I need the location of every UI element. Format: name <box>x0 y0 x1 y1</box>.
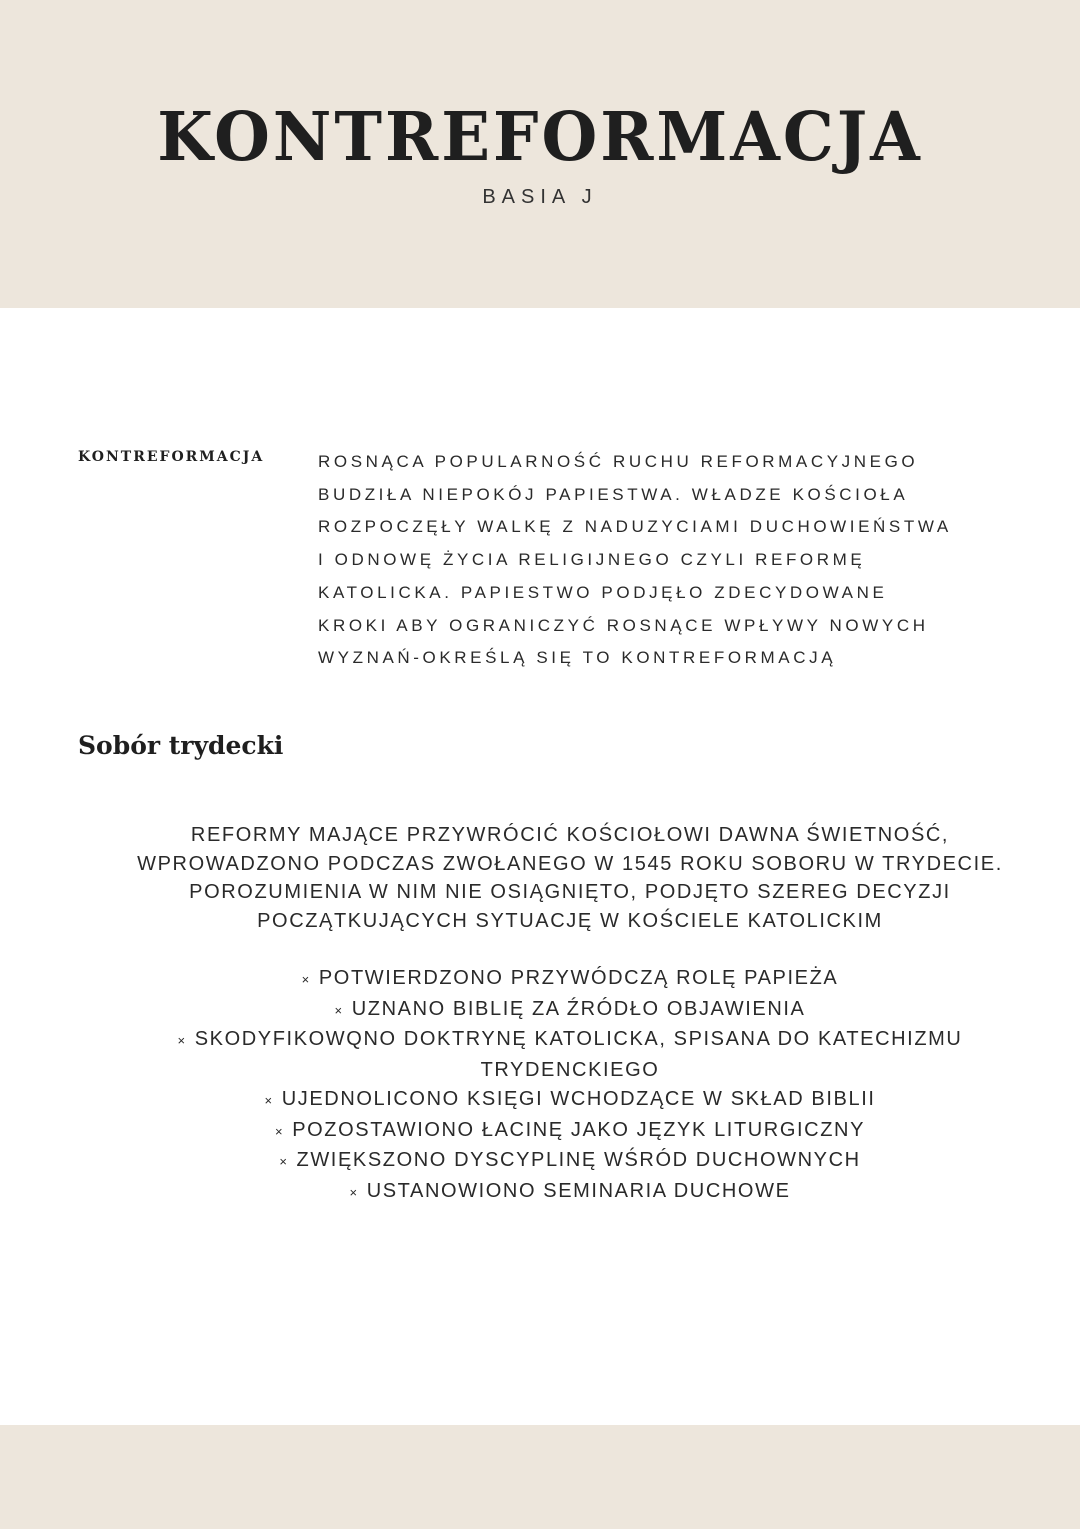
intro-line: WPROWADZONO PODCZAS ZWOŁANEGO W 1545 ROKU SOBORU W TRYDECIE. <box>137 852 1003 875</box>
footer-band <box>0 1425 1080 1529</box>
intro-line: REFORMY MAJĄCE PRZYWRÓCIĆ KOŚCIOŁOWI DAWNA ŚWIETNOŚĆ, <box>190 824 950 846</box>
list-item: × UJEDNOLICONO KSIĘGI WCHODZĄCE W SKŁAD BIBLII <box>264 1087 876 1110</box>
definition-text <box>318 446 952 675</box>
page-title: KONTREFORMACJA <box>157 98 923 177</box>
list-item: × POZOSTAWIONO ŁACINĘ JAKO JĘZYK LITURGICZNY <box>274 1118 866 1141</box>
section-intro <box>0 821 1080 936</box>
bullet-x-icon: × <box>279 1154 289 1170</box>
bullet-x-icon: × <box>349 1184 359 1200</box>
bullet-x-icon: × <box>274 1123 285 1139</box>
list-item: × UZNANO BIBLIĘ ZA ŹRÓDŁO OBJAWIENIA <box>334 997 806 1020</box>
definition-line: KATOLICKA. PAPIESTWO PODJĘŁO ZDECYDOWANE <box>318 582 888 602</box>
list-item: × USTANOWIONO SEMINARIA DUCHOWE <box>349 1179 791 1202</box>
definition-line: BUDZIŁA NIEPOKÓJ PAPIESTWA. WŁADZE KOŚCIOŁA <box>318 484 909 504</box>
section-heading: Sobór trydecki <box>78 731 284 760</box>
bullet-x-icon: × <box>334 1002 344 1018</box>
bullet-x-icon: × <box>301 972 311 987</box>
bullet-x-icon: × <box>264 1092 274 1108</box>
definition-term: KONTREFORMACJA <box>78 449 265 465</box>
list-item-continuation: TRYDENCKIEGO <box>480 1059 660 1082</box>
definition-line: ROSNĄCA POPULARNOŚĆ RUCHU REFORMACYJNEGO <box>318 452 919 471</box>
list-item: × ZWIĘKSZONO DYSCYPLINĘ WŚRÓD DUCHOWNYCH <box>279 1149 861 1172</box>
decisions-list <box>0 964 1080 1208</box>
bullet-x-icon: × <box>177 1033 187 1049</box>
definition-line: KROKI ABY OGRANICZYĆ ROSNĄCE WPŁYWY NOWYCH <box>318 615 929 635</box>
intro-line: POROZUMIENIA W NIM NIE OSIĄGNIĘTO, PODJĘTO SZEREG DECYZJI <box>189 881 951 904</box>
author: BASIA J <box>482 186 598 208</box>
intro-line: POCZĄTKUJĄCYCH SYTUACJĘ W KOŚCIELE KATOLICKIM <box>257 910 883 933</box>
list-item: × SKODYFIKOWQNO DOKTRYNĘ KATOLICKA, SPISANA DO KATECHIZMU <box>177 1028 963 1051</box>
definition-line: WYZNAŃ-OKREŚLĄ SIĘ TO KONTREFORMACJĄ <box>318 648 837 668</box>
definition-line: I ODNOWĘ ŻYCIA RELIGIJNEGO CZYLI REFORMĘ <box>318 550 866 570</box>
list-item: × POTWIERDZONO PRZYWÓDCZĄ ROLĘ PAPIEŻA <box>301 967 839 989</box>
definition-line: ROZPOCZĘŁY WALKĘ Z NADUZYCIAMI DUCHOWIEŃSTWA <box>318 517 952 537</box>
